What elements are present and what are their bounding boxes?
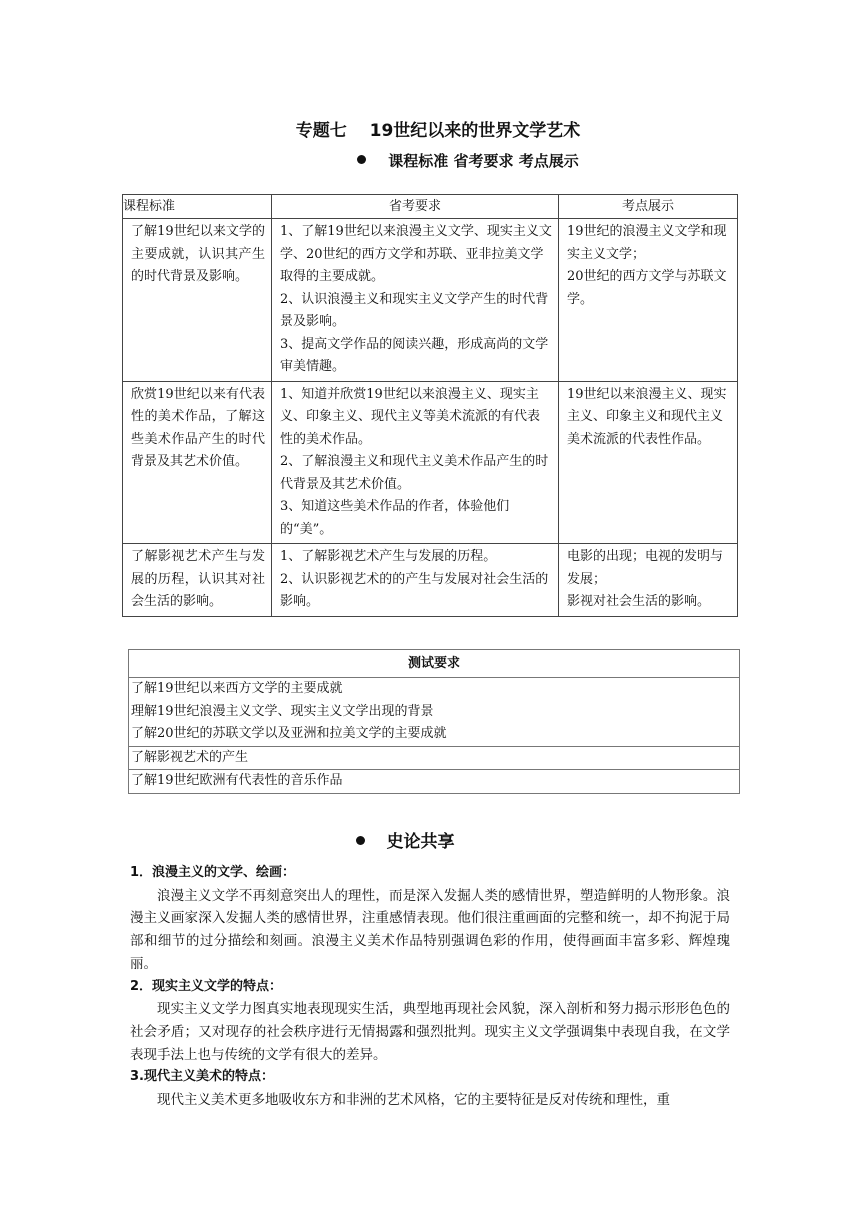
test-requirement-item: 了解19世纪欧洲有代表性的音乐作品 [129,770,740,794]
section-body: 现代主义美术更多地吸收东方和非洲的艺术风格，它的主要特征是反对传统和理性，重 [157,1092,670,1109]
column-header-standard: 课程标准 [123,195,272,219]
section-heading: 2．现实主义文学的特点： [130,978,283,994]
standard-cell: 欣赏19世纪以来有代表性的美术作品，了解这些美术作品产生的时代背景及其艺术价值。 [123,381,272,544]
points-cell [559,381,738,544]
standard-cell: 了解影视艺术产生与发展的历程，认识其对社会生活的影响。 [123,544,272,617]
standard-cell: 了解19世纪以来文学的主要成就，认识其产生的时代背景及影响。 [123,219,272,382]
page-subtitle [0,150,860,171]
subtitle-text: 课程标准 省考要求 考点展示 [388,152,579,170]
standards-table [122,194,738,617]
point-item: 电影的出现；电视的发明与发展； [567,549,724,587]
requirement-item: 1、知道并欣赏19世纪以来浪漫主义、现实主义、印象主义、现代主义等美术流派的有代表性的美术作品。 [280,386,541,447]
requirement-item: 3、知道这些美术作品的作者，体验他们的“美”。 [280,499,510,537]
test-requirements-header: 测试要求 [129,650,740,678]
point-item: 19世纪以来浪漫主义、现实主义、印象主义和现代主义美术流派的代表性作品。 [567,386,727,447]
section-body: 现实主义文学力图真实地表现现实生活，典型地再现社会风貌，深入剖析和努力揭示形形色色的社会矛盾；又对现存的社会秩序进行无情揭露和强烈批判。现实主义文学强调集中表现自我，在文学表现手法上也与传统的文学有很大的差异。 [130,1001,730,1063]
test-requirement-item: 了解20世纪的苏联文学以及亚洲和拉美文学的主要成就 [131,726,447,741]
requirement-item: 3、提高文学作品的阅读兴趣，形成高尚的文学审美情趣。 [280,336,549,374]
table-row [129,770,740,794]
bullet-icon [356,836,365,845]
table-row [129,678,740,747]
section-title-text: 史论共享 [386,832,455,852]
bullet-icon [357,155,366,164]
page-title: 专题七 19世纪以来的世界文学艺术 [295,121,581,141]
test-requirement-item: 了解19世纪以来西方文学的主要成就 [131,681,343,696]
requirement-item: 1、了解影视艺术产生与发展的历程。 [280,549,497,564]
requirement-item: 2、了解浪漫主义和现代主义美术作品产生的时代背景及其艺术价值。 [280,454,549,492]
point-item: 20世纪的西方文学与苏联文学。 [567,269,727,307]
table-row [129,746,740,770]
table-header-row [123,195,738,219]
table-row [123,544,738,617]
point-item: 影视对社会生活的影响。 [567,594,711,609]
section-heading: 1．浪漫主义的文学、绘画： [130,865,296,880]
points-cell [559,544,738,617]
table-row [123,219,738,382]
requirement-item: 2、认识浪漫主义和现实主义文学产生的时代背景及影响。 [280,291,549,329]
table-header-row [129,650,740,678]
section-body: 浪漫主义文学不再刻意突出人的理性，而是深入发掘人类的感情世界，塑造鲜明的人物形象。浪漫主义画家深入发掘人类的感情世界，注重感情表现。他们很注重画面的完整和统一，却不拘泥于局部和细节的过分描绘和刻画。浪漫主义美术作品特别强调色彩的作用，使得画面丰富多彩、辉煌瑰丽。 [130,887,730,972]
test-requirement-group [129,678,740,747]
requirement-item: 1、了解19世纪以来浪漫主义文学、现实主义文学、20世纪的西方文学和苏联、亚非拉美文学取得的主要成就。 [280,224,552,284]
test-requirements-table [128,649,740,794]
requirements-cell [272,381,559,544]
section-heading: 3.现代主义美术的特点： [130,1069,274,1085]
requirements-cell [272,219,559,382]
section-title [0,827,810,852]
table-row [123,381,738,544]
test-requirement-item: 理解19世纪浪漫主义文学、现实主义文学出现的背景 [131,703,434,719]
discussion-article [130,862,730,1112]
point-item: 19世纪的浪漫主义文学和现实主义文学； [567,224,727,262]
requirements-cell [272,544,559,617]
test-requirement-item: 了解影视艺术的产生 [129,746,740,770]
requirement-item: 2、认识影视艺术的的产生与发展对社会生活的影响。 [280,571,549,609]
column-header-points: 考点展示 [559,195,738,219]
column-header-requirements: 省考要求 [272,195,559,219]
points-cell [559,219,738,382]
